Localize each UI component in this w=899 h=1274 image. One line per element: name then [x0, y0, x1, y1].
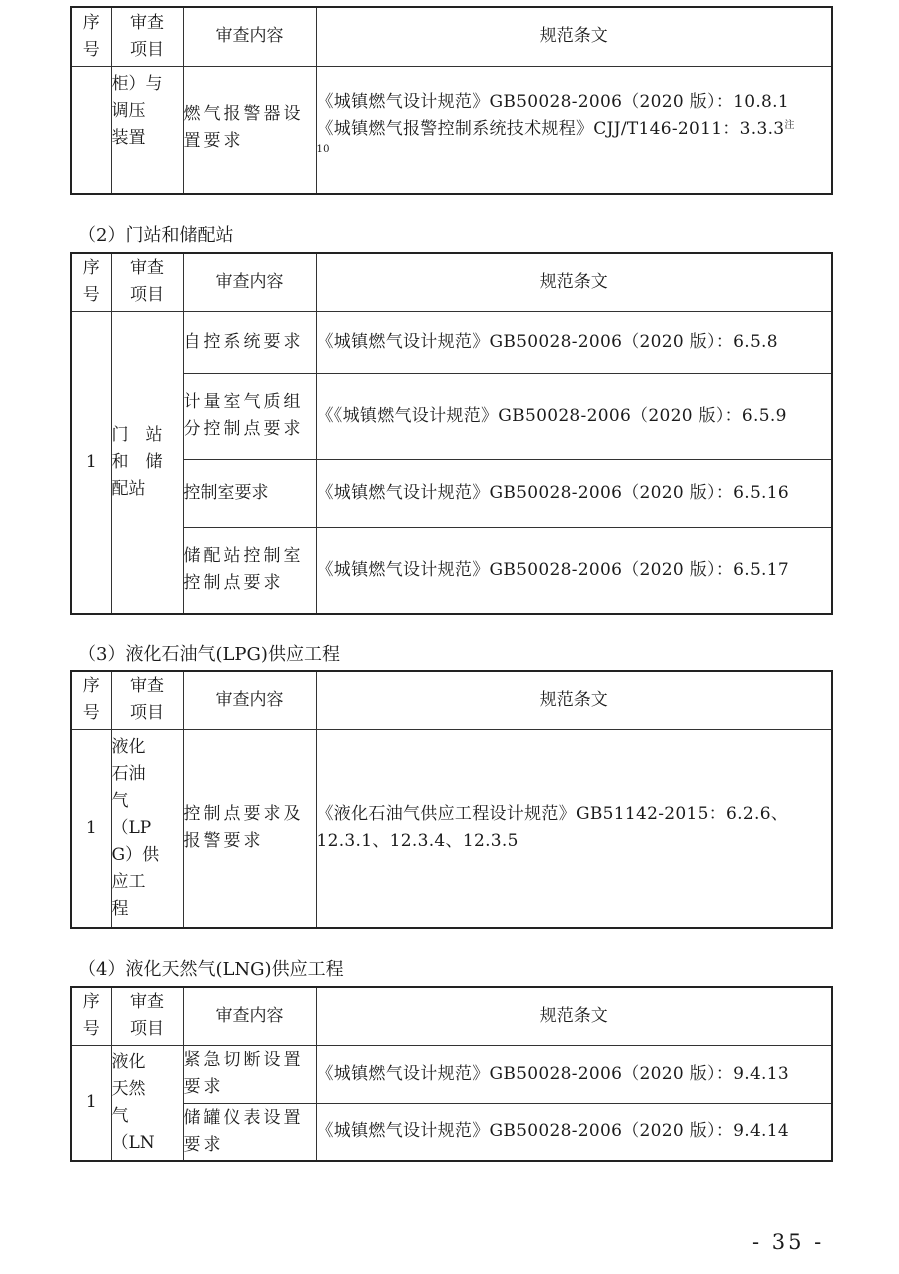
header-no: 序 号 [71, 987, 111, 1045]
footnote-mark: 注 [784, 119, 795, 131]
section-caption-lng: （4）液化天然气(LNG)供应工程 [78, 959, 344, 980]
header-item: 审查 项目 [111, 253, 183, 311]
table-row [71, 1103, 832, 1161]
row-content: 控制室要求 [183, 459, 316, 527]
header-clause: 规范条文 [316, 671, 832, 729]
header-no: 序 号 [71, 253, 111, 311]
row-item: 柜）与 调压 装置 [111, 66, 183, 194]
table-row [71, 729, 832, 928]
row-content: 控制点要求及报警要求 [183, 729, 316, 928]
header-clause: 规范条文 [316, 987, 832, 1045]
section-caption-gate-station: （2）门站和储配站 [78, 225, 234, 246]
table-lpg [70, 670, 833, 929]
header-clause: 规范条文 [316, 7, 832, 66]
table-row [71, 66, 832, 194]
header-content: 审查内容 [183, 987, 316, 1045]
row-content: 自控系统要求 [183, 311, 316, 373]
row-content: 储罐仪表设置要求 [183, 1103, 316, 1161]
table-header-row [71, 987, 832, 1045]
header-item: 审查 项目 [111, 987, 183, 1045]
table-row [71, 311, 832, 373]
row-item: 液化 石油 气 （LP G）供 应工 程 [111, 729, 183, 928]
table-lng [70, 986, 833, 1162]
footnote-number: 10 [316, 143, 330, 155]
row-clause: 《城镇燃气设计规范》GB50028-2006（2020 版）：6.5.17 [316, 527, 832, 614]
row-clause: 《城镇燃气设计规范》GB50028-2006（2020 版）：9.4.14 [316, 1103, 832, 1161]
table-gas-alarm-continuation [70, 6, 833, 195]
row-item: 门 站 和 储 配站 [111, 311, 183, 614]
table-gate-station [70, 252, 833, 615]
table-row [71, 527, 832, 614]
header-no: 序 号 [71, 671, 111, 729]
row-clause: 《城镇燃气设计规范》GB50028-2006（2020 版）：10.8.1 《城镇燃气报警控制系统技术规程》CJJ/T146-2011：3.3.3$^注$ 10 [316, 66, 832, 194]
row-no: 1 [71, 311, 111, 614]
row-content: 储配站控制室控制点要求 [183, 527, 316, 614]
header-content: 审查内容 [183, 671, 316, 729]
row-no: 1 [71, 729, 111, 928]
row-clause: 《城镇燃气设计规范》GB50028-2006（2020 版）：6.5.8 [316, 311, 832, 373]
row-clause: 《液化石油气供应工程设计规范》GB51142-2015：6.2.6、12.3.1、12.3.4、12.3.5 [316, 729, 832, 928]
row-clause: 《《城镇燃气设计规范》GB50028-2006（2020 版）：6.5.9 [316, 373, 832, 459]
row-no [71, 66, 111, 194]
table-row [71, 1045, 832, 1103]
table-header-row [71, 7, 832, 66]
row-clause: 《城镇燃气设计规范》GB50028-2006（2020 版）：9.4.13 [316, 1045, 832, 1103]
header-item: 审查 项目 [111, 7, 183, 66]
table-row [71, 459, 832, 527]
row-clause: 《城镇燃气设计规范》GB50028-2006（2020 版）：6.5.16 [316, 459, 832, 527]
header-no: 序 号 [71, 7, 111, 66]
table-header-row [71, 253, 832, 311]
header-content: 审查内容 [183, 7, 316, 66]
row-item: 液化 天然 气 （LN [111, 1045, 183, 1161]
header-item: 审查 项目 [111, 671, 183, 729]
row-content: 燃气报警器设置要求 [183, 66, 316, 194]
row-no: 1 [71, 1045, 111, 1161]
page-number: - 35 - [752, 1230, 825, 1254]
row-content: 紧急切断设置要求 [183, 1045, 316, 1103]
row-content: 计量室气质组分控制点要求 [183, 373, 316, 459]
table-header-row [71, 671, 832, 729]
header-clause: 规范条文 [316, 253, 832, 311]
section-caption-lpg: （3）液化石油气(LPG)供应工程 [78, 644, 340, 665]
table-row [71, 373, 832, 459]
header-content: 审查内容 [183, 253, 316, 311]
